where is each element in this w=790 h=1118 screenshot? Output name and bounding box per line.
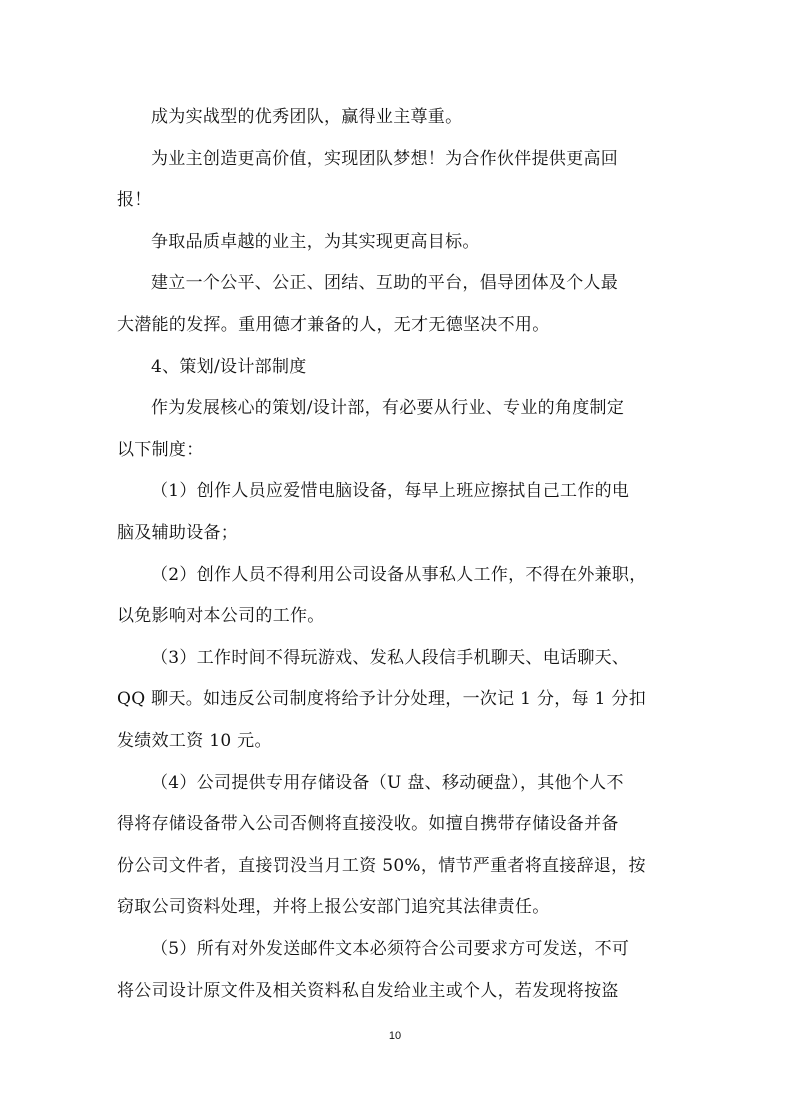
text-line: （4）公司提供专用存储设备（U 盘、移动硬盘），其他个人不: [151, 772, 624, 793]
text-line: 为业主创造更高价值，实现团队梦想！为合作伙伴提供更高回: [151, 148, 619, 169]
text-line: 脑及辅助设备；: [117, 523, 239, 543]
text-line: 窃取公司资料处理，并将上报公安部门追究其法律责任。: [117, 897, 550, 918]
text-line: 以免影响对本公司的工作。: [117, 606, 325, 627]
text-line: （1）创作人员应爱惜电脑设备，每早上班应擦拭自己工作的电: [151, 481, 630, 502]
text-line: （3）工作时间不得玩游戏、发私人段信手机聊天、电话聊天、: [151, 647, 630, 668]
text-line: 报！: [117, 190, 152, 211]
text-line: 4、策划/设计部制度: [151, 356, 307, 377]
text-line: （5）所有对外发送邮件文本必须符合公司要求方可发送，不可: [151, 939, 630, 959]
text-line: 大潜能的发挥。重用德才兼备的人，无才无德坚决不用。: [117, 315, 550, 335]
text-line: 争取品质卓越的业主，为其实现更高目标。: [151, 231, 480, 252]
text-line: 将公司设计原文件及相关资料私自发给业主或个人，若发现将按盗: [117, 980, 619, 1001]
page-number: 10: [388, 1030, 402, 1042]
text-line: 作为发展核心的策划/设计部，有必要从行业、专业的角度制定: [151, 398, 625, 419]
text-line: 建立一个公平、公正、团结、互助的平台，倡导团体及个人最: [151, 273, 619, 294]
text-line: 以下制度：: [117, 439, 204, 460]
text-line: 份公司文件者，直接罚没当月工资 50%，情节严重者将直接辞退，按: [117, 855, 646, 876]
text-line: 成为实战型的优秀团队，赢得业主尊重。: [151, 107, 463, 127]
text-line: QQ 聊天。如违反公司制度将给予计分处理，一次记 1 分，每 1 分扣: [117, 689, 647, 710]
text-line: 得将存储设备带入公司否侧将直接没收。如擅自携带存储设备并备: [117, 814, 619, 835]
text-line: 发绩效工资 10 元。: [117, 731, 272, 751]
text-line: （2）创作人员不得利用公司设备从事私人工作，不得在外兼职，: [151, 564, 647, 585]
